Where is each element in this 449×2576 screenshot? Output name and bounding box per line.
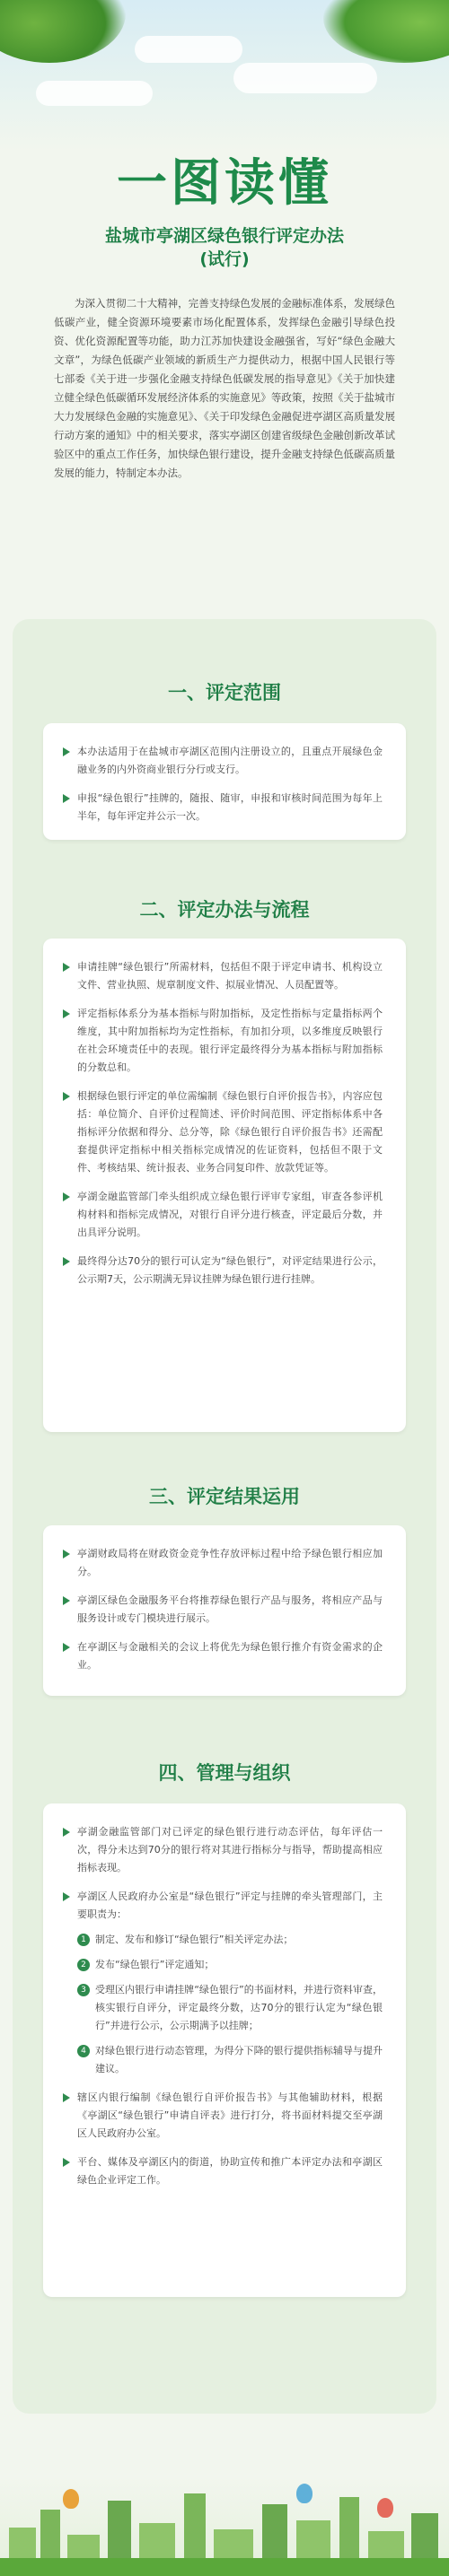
building-icon	[411, 2513, 438, 2563]
building-icon	[184, 2493, 206, 2563]
intro-paragraph: 为深入贯彻二十大精神，完善支持绿色发展的金融标准体系，发展绿色低碳产业，健全资源环境要素市场化配置体系，发挥绿色金融引导绿色投资、优化资源配置等功能，助力江苏加快建设金融强省，写好“绿色金融大文章”，为绿色低碳产业领域的新质生产力提供动力，根据中国人民银行等七部委《关于进一步强化金融支持绿色低碳发展的指导意见》《关于加快建立健全绿色低碳循环发展经济体系的实施意见》等政策，按照《关于盐城市大力发展绿色金融的实施意见》、《关于印发绿色金融促进亭湖区高质量发展行动方案的通知》中的相关要求，落实亭湖区创建省级绿色金融创新改革试验区中的重点工作任务，加快绿色银行建设，提升金融支持绿色低碳高质量发展的能力，特制定本办法。	[54, 297, 395, 479]
list-item: 申请挂牌“绿色银行”所需材料，包括但不限于评定申请书、机构设立文件、营业执照、规章制度文件、拟展业情况、人员配置等。	[63, 958, 383, 994]
list-item: 平台、媒体及亭湖区内的街道，协助宣传和推广本评定办法和亭湖区绿色企业评定工作。	[63, 2153, 383, 2189]
list-item-text: 亭湖区人民政府办公室是“绿色银行”评定与挂牌的牵头管理部门，主要职责为：	[77, 1891, 383, 1920]
numbered-item-text: 受理区内银行申请挂牌“绿色银行”的书面材料，并进行资料审查，核实银行自评分，评定最终分数，达70分的银行认定为“绿色银行”并进行公示，公示期满予以挂牌；	[95, 1984, 383, 2031]
list-item: 亭湖金融监管部门牵头组织成立绿色银行评审专家组，审查各参评机构材料和指标完成情况，对银行自评分进行核查，评定最后分数，并出具评分说明。	[63, 1188, 383, 1242]
building-icon	[40, 2510, 60, 2563]
balloon-icon	[296, 2484, 313, 2503]
list-item: 在亭湖区与金融相关的会议上将优先为绿色银行推介有资金需求的企业。	[63, 1638, 383, 1674]
list-item: 申报“绿色银行”挂牌的，随报、随审，申报和审核时间范围为每年上半年，每年评定并公示一次。	[63, 790, 383, 825]
section-title-process: 二、评定办法与流程	[139, 899, 310, 921]
cloud-decoration	[36, 81, 153, 106]
numbered-item-text: 对绿色银行进行动态管理，为得分下降的银行提供指标辅导与提升建议。	[95, 2045, 383, 2074]
numbered-item	[77, 1956, 383, 1974]
list-item: 最终得分达70分的银行可认定为“绿色银行”，对评定结果进行公示，公示期7天，公示期满无异议挂牌为绿色银行进行挂牌。	[63, 1253, 383, 1288]
list-item: 根据绿色银行评定的单位需编制《绿色银行自评价报告书》，内容应包括：单位简介、自评价过程简述、评价时间范围、评定指标体系中各指标评分依据和得分、总分等，除《绿色银行自评价报告书》还需配套提供评定指标中相关指标完成情况的佐证资料，包括但不限于文件、考核结果、统计报表、业务合同复印件、放款凭证等。	[63, 1087, 383, 1177]
balloon-icon	[63, 2489, 79, 2509]
document-title-suffix: (试行)	[199, 249, 250, 269]
section-title-scope: 一、评定范围	[168, 682, 281, 703]
section-panel-results	[43, 1525, 406, 1696]
cloud-decoration	[135, 36, 242, 63]
building-icon	[339, 2497, 359, 2563]
main-title: 一图读懂	[117, 154, 332, 213]
section-panel-scope	[43, 723, 406, 840]
number-badge: 2	[77, 1959, 90, 1971]
list-item: 评定指标体系分为基本指标与附加指标，及定性指标与定量指标两个维度，其中附加指标均为定性指标，有加扣分项，以多维度反映银行在社会环境责任中的表现。银行评定最终得分为基本指标与附加指标的分数总和。	[63, 1005, 383, 1077]
list-item: 亭湖金融监管部门对已评定的绿色银行进行动态评估，每年评估一次，得分未达到70分的银行将对其进行指标分与指导，帮助提高相应指标表现。	[63, 1823, 383, 1877]
section-panel-management	[43, 1803, 406, 2297]
list-item: 本办法适用于在盐城市亭湖区范围内注册设立的，且重点开展绿色金融业务的内外资商业银行分行或支行。	[63, 743, 383, 779]
list-item: 辖区内银行编制《绿色银行自评价报告书》与其他辅助材料，根据《亭湖区“绿色银行”申请自评表》进行打分，将书面材料提交至亭湖区人民政府办公室。	[63, 2089, 383, 2143]
footer-skyline	[0, 2476, 449, 2576]
building-icon	[296, 2520, 330, 2563]
building-icon	[262, 2504, 287, 2563]
numbered-item	[77, 1931, 383, 1949]
numbered-item-text: 发布“绿色银行”评定通知；	[95, 1959, 215, 1970]
tree-leaves-decoration	[0, 0, 126, 63]
numbered-item	[77, 2042, 383, 2078]
header-banner	[0, 0, 449, 153]
list-item: 亭湖区绿色金融服务平台将推荐绿色银行产品与服务，将相应产品与服务设计或专门模块进行展示。	[63, 1592, 383, 1628]
number-badge: 4	[77, 2045, 90, 2057]
tree-leaves-decoration	[323, 0, 449, 63]
number-badge: 1	[77, 1934, 90, 1946]
duties-list	[77, 1931, 383, 2078]
section-panel-process	[43, 939, 406, 1432]
section-title-results: 三、评定结果运用	[149, 1486, 300, 1507]
list-item: 亭湖财政局将在财政资金竞争性存放评标过程中给予绿色银行相应加分。	[63, 1545, 383, 1581]
balloon-icon	[377, 2498, 393, 2518]
building-icon	[108, 2501, 131, 2563]
grass-decoration	[0, 2558, 449, 2576]
number-badge: 3	[77, 1984, 90, 1996]
numbered-item	[77, 1981, 383, 2035]
cloud-decoration	[233, 63, 377, 93]
numbered-item-text: 制定、发布和修订“绿色银行”相关评定办法；	[95, 1934, 294, 1945]
document-title: 盐城市亭湖区绿色银行评定办法	[104, 226, 344, 246]
section-title-management: 四、管理与组织	[158, 1762, 291, 1784]
list-item	[63, 1888, 383, 2078]
